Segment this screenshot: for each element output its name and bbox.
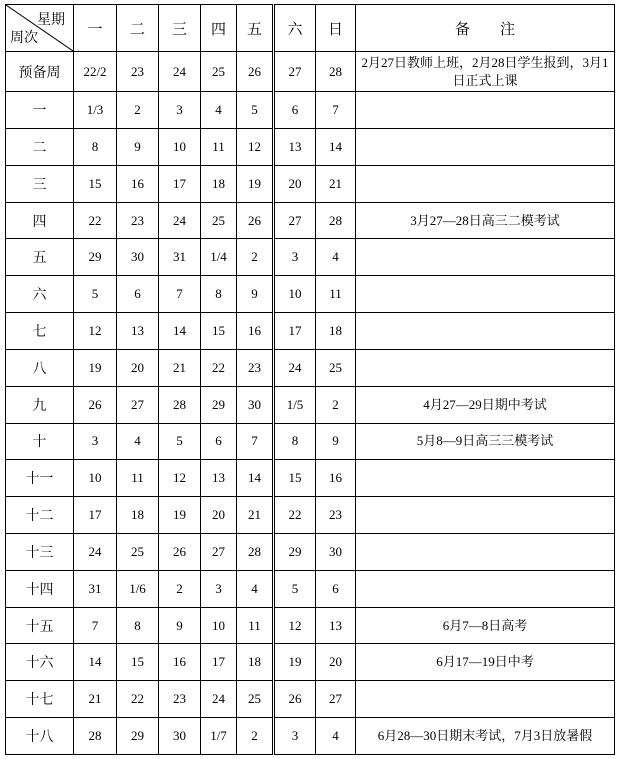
table-row [6,681,615,718]
date-cell: 3 [201,570,237,607]
date-cell: 27 [274,52,316,92]
table-row [6,533,615,570]
table-row [6,165,615,202]
date-cell: 2 [237,718,274,755]
table-row [6,570,615,607]
date-cell: 28 [159,386,201,423]
date-cell: 14 [74,644,117,681]
date-cell: 12 [74,313,117,350]
date-cell: 21 [316,165,356,202]
table-row [6,349,615,386]
date-cell: 4 [316,239,356,276]
date-cell: 5 [237,92,274,129]
date-cell: 14 [159,313,201,350]
date-cell: 6 [274,92,316,129]
table-row [6,276,615,313]
week-label-cell: 五 [6,239,74,276]
day-header-fri: 五 [237,5,274,52]
note-cell [356,92,615,129]
date-cell: 19 [237,165,274,202]
date-cell: 1/3 [74,92,117,129]
date-cell: 28 [316,202,356,239]
date-cell: 29 [274,533,316,570]
date-cell: 16 [159,644,201,681]
date-cell: 5 [159,423,201,460]
week-label-cell: 十八 [6,718,74,755]
school-calendar-table [5,4,615,755]
date-cell: 27 [201,533,237,570]
date-cell: 20 [316,644,356,681]
date-cell: 28 [316,52,356,92]
date-cell: 30 [316,533,356,570]
date-cell: 1/4 [201,239,237,276]
date-cell: 16 [237,313,274,350]
date-cell: 6 [117,276,159,313]
calendar-body [6,52,615,755]
date-cell: 1/6 [117,570,159,607]
date-cell: 28 [74,718,117,755]
date-cell: 1/7 [201,718,237,755]
table-row [6,718,615,755]
date-cell: 3 [274,239,316,276]
date-cell: 21 [74,681,117,718]
date-cell: 8 [274,423,316,460]
date-cell: 10 [74,460,117,497]
date-cell: 30 [159,718,201,755]
date-cell: 2 [117,92,159,129]
week-label-cell: 四 [6,202,74,239]
date-cell: 15 [201,313,237,350]
week-label-cell: 二 [6,129,74,166]
note-cell [356,681,615,718]
date-cell: 16 [316,460,356,497]
date-cell: 15 [117,644,159,681]
date-cell: 15 [74,165,117,202]
date-cell: 23 [117,202,159,239]
date-cell: 11 [237,607,274,644]
week-label-cell: 一 [6,92,74,129]
date-cell: 1/5 [274,386,316,423]
table-row [6,52,615,92]
date-cell: 22 [74,202,117,239]
week-label-cell: 六 [6,276,74,313]
date-cell: 10 [274,276,316,313]
date-cell: 2 [237,239,274,276]
date-cell: 26 [274,681,316,718]
week-label-cell: 预备周 [6,52,74,92]
note-cell: 3月27—28日高三二模考试 [356,202,615,239]
date-cell: 17 [74,497,117,534]
note-cell [356,460,615,497]
table-row [6,202,615,239]
week-label-cell: 十七 [6,681,74,718]
week-axis-label: 周次 [10,31,38,46]
date-cell: 13 [201,460,237,497]
note-cell: 6月17—19日中考 [356,644,615,681]
notes-header: 备 注 [356,5,615,52]
day-header-wed: 三 [159,5,201,52]
weekday-axis-label: 星期 [37,13,65,28]
date-cell: 27 [117,386,159,423]
date-cell: 16 [117,165,159,202]
date-cell: 10 [201,607,237,644]
date-cell: 21 [159,349,201,386]
table-row [6,460,615,497]
date-cell: 3 [274,718,316,755]
date-cell: 17 [201,644,237,681]
week-label-cell: 十六 [6,644,74,681]
date-cell: 31 [159,239,201,276]
date-cell: 20 [201,497,237,534]
date-cell: 22 [201,349,237,386]
date-cell: 5 [74,276,117,313]
note-cell: 2月27日教师上班，2月28日学生报到，3月1日正式上课 [356,52,615,92]
date-cell: 12 [274,607,316,644]
date-cell: 8 [74,129,117,166]
note-cell [356,276,615,313]
date-cell: 13 [316,607,356,644]
table-row [6,239,615,276]
date-cell: 23 [159,681,201,718]
date-cell: 25 [201,52,237,92]
date-cell: 19 [159,497,201,534]
note-cell [356,239,615,276]
date-cell: 30 [117,239,159,276]
day-header-mon: 一 [74,5,117,52]
week-label-cell: 九 [6,386,74,423]
week-label-cell: 八 [6,349,74,386]
week-label-cell: 三 [6,165,74,202]
date-cell: 7 [159,276,201,313]
date-cell: 13 [274,129,316,166]
date-cell: 17 [274,313,316,350]
date-cell: 29 [201,386,237,423]
date-cell: 24 [159,202,201,239]
date-cell: 14 [237,460,274,497]
date-cell: 23 [117,52,159,92]
date-cell: 17 [159,165,201,202]
date-cell: 10 [159,129,201,166]
date-cell: 13 [117,313,159,350]
week-label-cell: 十三 [6,533,74,570]
table-row [6,129,615,166]
date-cell: 9 [316,423,356,460]
date-cell: 26 [237,202,274,239]
date-cell: 21 [237,497,274,534]
date-cell: 3 [74,423,117,460]
date-cell: 7 [316,92,356,129]
date-cell: 20 [117,349,159,386]
week-label-cell: 十五 [6,607,74,644]
date-cell: 18 [201,165,237,202]
note-cell: 4月27—29日期中考试 [356,386,615,423]
date-cell: 9 [237,276,274,313]
note-cell [356,129,615,166]
day-header-sun: 日 [316,5,356,52]
note-cell [356,313,615,350]
day-header-tue: 二 [117,5,159,52]
date-cell: 11 [117,460,159,497]
week-label-cell: 十二 [6,497,74,534]
date-cell: 6 [201,423,237,460]
date-cell: 20 [274,165,316,202]
date-cell: 4 [117,423,159,460]
table-row [6,313,615,350]
date-cell: 12 [159,460,201,497]
date-cell: 19 [274,644,316,681]
week-label-cell: 十一 [6,460,74,497]
date-cell: 11 [316,276,356,313]
date-cell: 25 [316,349,356,386]
week-label-cell: 十 [6,423,74,460]
date-cell: 9 [159,607,201,644]
date-cell: 24 [274,349,316,386]
table-row [6,644,615,681]
date-cell: 29 [117,718,159,755]
date-cell: 4 [237,570,274,607]
table-row [6,607,615,644]
date-cell: 25 [237,681,274,718]
day-header-thu: 四 [201,5,237,52]
date-cell: 29 [74,239,117,276]
date-cell: 23 [237,349,274,386]
date-cell: 22 [117,681,159,718]
table-row [6,92,615,129]
date-cell: 25 [117,533,159,570]
date-cell: 27 [274,202,316,239]
date-cell: 22/2 [74,52,117,92]
date-cell: 11 [201,129,237,166]
note-cell [356,533,615,570]
date-cell: 30 [237,386,274,423]
note-cell [356,497,615,534]
date-cell: 18 [117,497,159,534]
date-cell: 5 [274,570,316,607]
date-cell: 4 [201,92,237,129]
header-row [6,5,615,52]
date-cell: 8 [117,607,159,644]
date-cell: 24 [201,681,237,718]
note-cell: 6月28—30日期末考试，7月3日放暑假 [356,718,615,755]
note-cell: 6月7—8日高考 [356,607,615,644]
note-cell [356,349,615,386]
note-cell: 5月8—9日高三三模考试 [356,423,615,460]
date-cell: 7 [74,607,117,644]
note-cell [356,570,615,607]
date-cell: 15 [274,460,316,497]
date-cell: 25 [201,202,237,239]
note-cell [356,165,615,202]
date-cell: 4 [316,718,356,755]
day-header-sat: 六 [274,5,316,52]
date-cell: 14 [316,129,356,166]
date-cell: 26 [159,533,201,570]
date-cell: 2 [159,570,201,607]
date-cell: 27 [316,681,356,718]
date-cell: 12 [237,129,274,166]
date-cell: 19 [74,349,117,386]
date-cell: 8 [201,276,237,313]
date-cell: 18 [316,313,356,350]
date-cell: 9 [117,129,159,166]
date-cell: 24 [159,52,201,92]
week-label-cell: 十四 [6,570,74,607]
date-cell: 23 [316,497,356,534]
date-cell: 26 [237,52,274,92]
date-cell: 2 [316,386,356,423]
date-cell: 18 [237,644,274,681]
date-cell: 3 [159,92,201,129]
date-cell: 22 [274,497,316,534]
date-cell: 28 [237,533,274,570]
week-label-cell: 七 [6,313,74,350]
table-row [6,386,615,423]
date-cell: 24 [74,533,117,570]
date-cell: 31 [74,570,117,607]
table-row [6,497,615,534]
table-row [6,423,615,460]
date-cell: 6 [316,570,356,607]
corner-header-cell [6,5,74,52]
date-cell: 26 [74,386,117,423]
date-cell: 7 [237,423,274,460]
